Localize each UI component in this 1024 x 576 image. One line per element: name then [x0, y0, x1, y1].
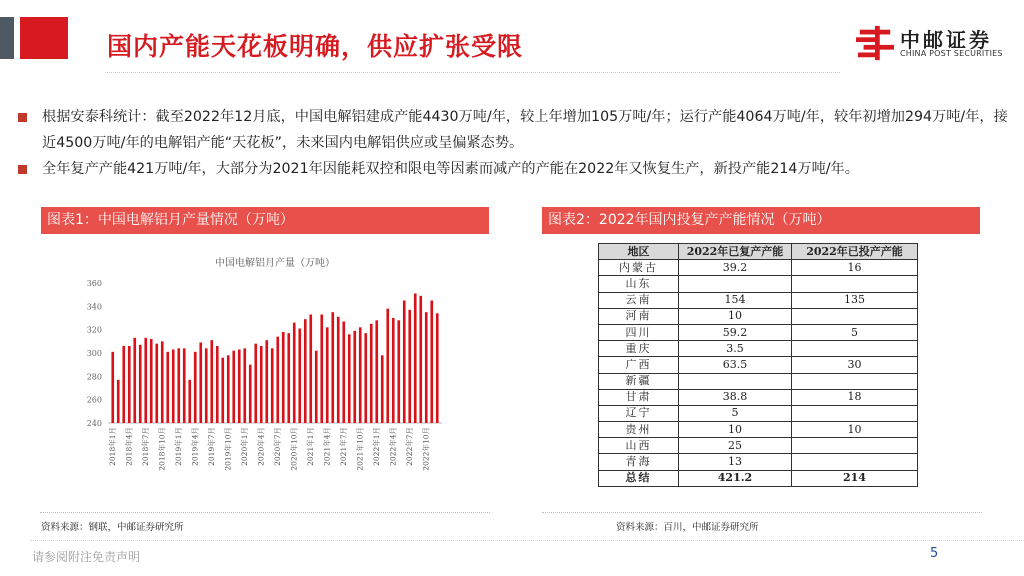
bar [177, 348, 180, 423]
new-capacity-cell [792, 405, 918, 421]
page-number: 5 [930, 546, 939, 561]
region-cell: 内蒙古 [599, 260, 679, 276]
bar [232, 351, 235, 423]
bar [144, 338, 147, 423]
new-capacity-cell: 18 [792, 389, 918, 405]
bar [392, 318, 395, 423]
bar [221, 358, 224, 423]
bar [425, 312, 428, 423]
region-cell: 云南 [599, 292, 679, 308]
company-logo [850, 22, 1020, 64]
region-cell: 山东 [599, 276, 679, 292]
chart-title: 中国电解铝月产量（万吨） [215, 258, 335, 269]
table-header-row [599, 244, 918, 260]
bar [155, 344, 158, 423]
x-tick-label: 2021年10月 [355, 427, 365, 471]
new-capacity-cell [792, 276, 918, 292]
bar [370, 324, 373, 423]
x-tick-label: 2018年7月 [140, 427, 150, 466]
table-row [599, 405, 918, 421]
bar [117, 380, 120, 423]
restarted-cell: 59.2 [679, 324, 792, 340]
source-divider [40, 512, 490, 513]
bar [276, 337, 279, 423]
bar [304, 319, 307, 423]
bar [414, 294, 417, 424]
region-cell: 河南 [599, 308, 679, 324]
region-cell: 辽宁 [599, 405, 679, 421]
chart-svg [40, 245, 490, 495]
region-cell: 甘肃 [599, 389, 679, 405]
china-post-logo-icon [856, 24, 894, 62]
y-tick-label: 340 [86, 302, 102, 312]
bar [408, 310, 411, 423]
y-tick-label: 320 [86, 325, 102, 335]
table-row [599, 373, 918, 389]
bar [194, 352, 197, 423]
y-tick-label: 300 [86, 349, 102, 358]
region-cell: 新疆 [599, 373, 679, 389]
bar [282, 332, 285, 423]
title-divider [105, 72, 840, 73]
bar [326, 327, 329, 423]
restarted-cell: 3.5 [679, 341, 792, 357]
bullet-item [18, 156, 1008, 182]
bar [133, 338, 136, 423]
bar [309, 315, 312, 424]
table-row [599, 292, 918, 308]
bullet-text: 全年复产产能421万吨/年，大部分为2021年因能耗双控和限电等因素而减产的产能在2022年又恢复生产，新投产能214万吨/年。 [42, 161, 859, 177]
restarted-cell: 10 [679, 308, 792, 324]
region-cell: 广西 [599, 357, 679, 373]
table-panel-header: 图表2：2022年国内投复产产能情况（万吨） [542, 207, 980, 234]
table-row [599, 357, 918, 373]
new-capacity-cell [792, 454, 918, 470]
bar [397, 320, 400, 423]
col-header-new: 2022年已投产产能 [792, 244, 918, 260]
table-source: 资料来源：百川，中邮证券研究所 [616, 522, 759, 533]
bar [199, 343, 202, 424]
source-divider [542, 512, 982, 513]
new-capacity-cell: 30 [792, 357, 918, 373]
restarted-cell: 39.2 [679, 260, 792, 276]
x-tick-label: 2021年1月 [305, 427, 315, 466]
y-tick-label: 240 [86, 419, 102, 428]
logo-text-en: CHINA POST SECURITIES [900, 49, 1003, 58]
bullet-text: 根据安泰科统计：截至2022年12月底，中国电解铝建成产能4430万吨/年，较上年增加105万吨/年；运行产能4064万吨/年，较年初增加294万吨/年，接近4500万吨/年的电解铝产能“天花板”，未来国内电解铝供应或呈偏紧态势。 [42, 109, 1008, 151]
table-row [599, 276, 918, 292]
y-tick-label: 280 [86, 372, 102, 382]
bar [150, 339, 153, 423]
x-tick-label: 2019年1月 [173, 427, 183, 466]
new-capacity-cell: 5 [792, 324, 918, 340]
restarted-cell [679, 373, 792, 389]
x-tick-label: 2019年7月 [206, 427, 216, 466]
bar [381, 355, 384, 423]
table-row [599, 438, 918, 454]
bar [216, 346, 219, 423]
bar [342, 322, 345, 424]
x-tick-label: 2020年1月 [239, 427, 249, 466]
new-capacity-cell [792, 308, 918, 324]
table-row [599, 260, 918, 276]
x-tick-label: 2022年10月 [421, 427, 431, 471]
x-tick-label: 2021年7月 [338, 427, 348, 466]
col-header-region: 地区 [599, 244, 679, 260]
bar [293, 323, 296, 423]
restarted-cell: 154 [679, 292, 792, 308]
region-cell: 青海 [599, 454, 679, 470]
region-cell: 四川 [599, 324, 679, 340]
total-cell: 总结 [599, 470, 679, 486]
x-tick-label: 2021年4月 [322, 427, 332, 466]
bar [386, 309, 389, 423]
bar [122, 346, 125, 423]
new-capacity-cell: 16 [792, 260, 918, 276]
restarted-cell: 5 [679, 405, 792, 421]
total-cell: 214 [792, 470, 918, 486]
bar [161, 341, 164, 423]
bar [249, 365, 252, 423]
bar [210, 340, 213, 423]
bar [337, 317, 340, 423]
x-tick-label: 2019年10月 [223, 427, 233, 471]
y-tick-label: 260 [86, 395, 102, 405]
x-tick-label: 2022年1月 [371, 427, 381, 466]
table-row [599, 308, 918, 324]
monthly-output-chart [40, 245, 490, 495]
x-tick-label: 2018年1月 [107, 427, 117, 466]
new-capacity-cell: 135 [792, 292, 918, 308]
x-tick-label: 2022年4月 [388, 427, 398, 466]
bar [419, 296, 422, 423]
table-row [599, 389, 918, 405]
bar [320, 315, 323, 424]
bar [436, 313, 439, 423]
chart-source: 资料来源：钢联，中邮证券研究所 [41, 522, 184, 533]
bar [331, 312, 334, 423]
bar [128, 346, 131, 423]
new-capacity-cell [792, 341, 918, 357]
region-cell: 贵州 [599, 422, 679, 438]
footer-divider [30, 540, 1024, 541]
restarted-cell: 38.8 [679, 389, 792, 405]
bar [139, 345, 142, 423]
bar [359, 327, 362, 423]
new-capacity-cell [792, 438, 918, 454]
capacity-table [598, 243, 918, 487]
page-title: 国内产能天花板明确，供应扩张受限 [107, 32, 524, 61]
bar [348, 334, 351, 423]
bar [188, 380, 191, 423]
total-cell: 421.2 [679, 470, 792, 486]
bar [111, 352, 114, 423]
bar [238, 350, 241, 424]
x-tick-label: 2020年4月 [256, 427, 266, 466]
table-row [599, 324, 918, 340]
x-tick-label: 2018年4月 [124, 427, 134, 466]
table-row [599, 341, 918, 357]
x-tick-label: 2019年4月 [190, 427, 200, 466]
x-tick-label: 2022年7月 [404, 427, 414, 466]
table-row [599, 422, 918, 438]
bar [298, 329, 301, 424]
bar [353, 331, 356, 423]
new-capacity-cell: 10 [792, 422, 918, 438]
bar [205, 348, 208, 423]
bar [243, 348, 246, 423]
new-capacity-cell [792, 373, 918, 389]
chart-panel-header: 图表1：中国电解铝月产量情况（万吨） [41, 207, 489, 234]
restarted-cell: 25 [679, 438, 792, 454]
restarted-cell [679, 276, 792, 292]
x-tick-label: 2020年10月 [289, 427, 299, 471]
bar [265, 340, 268, 423]
y-tick-label: 360 [86, 279, 102, 288]
bar [166, 352, 169, 423]
region-cell: 山西 [599, 438, 679, 454]
bar [364, 333, 367, 423]
bar [403, 301, 406, 424]
bullet-item [18, 104, 1008, 156]
logo-text-cn: 中邮证券 [900, 28, 992, 52]
bullet-square-icon [18, 165, 27, 174]
table-total-row [599, 470, 918, 486]
restarted-cell: 10 [679, 422, 792, 438]
table-row [599, 454, 918, 470]
bar [254, 344, 257, 423]
restarted-cell: 63.5 [679, 357, 792, 373]
x-tick-label: 2018年10月 [157, 427, 167, 471]
bar [260, 346, 263, 423]
bar [315, 351, 318, 423]
col-header-restarted: 2022年已复产产能 [679, 244, 792, 260]
bar [183, 348, 186, 423]
disclaimer-text: 请参阅附注免责声明 [32, 550, 141, 564]
bar [287, 333, 290, 423]
bar [271, 348, 274, 423]
x-tick-label: 2020年7月 [272, 427, 282, 466]
bar [375, 320, 378, 423]
bar [227, 355, 230, 423]
accent-bar-grey [0, 17, 14, 59]
bar [172, 350, 175, 424]
bar [430, 301, 433, 424]
bullet-square-icon [18, 113, 27, 122]
region-cell: 重庆 [599, 341, 679, 357]
accent-bar-red [20, 17, 68, 59]
bullet-list [18, 104, 1008, 182]
restarted-cell: 13 [679, 454, 792, 470]
